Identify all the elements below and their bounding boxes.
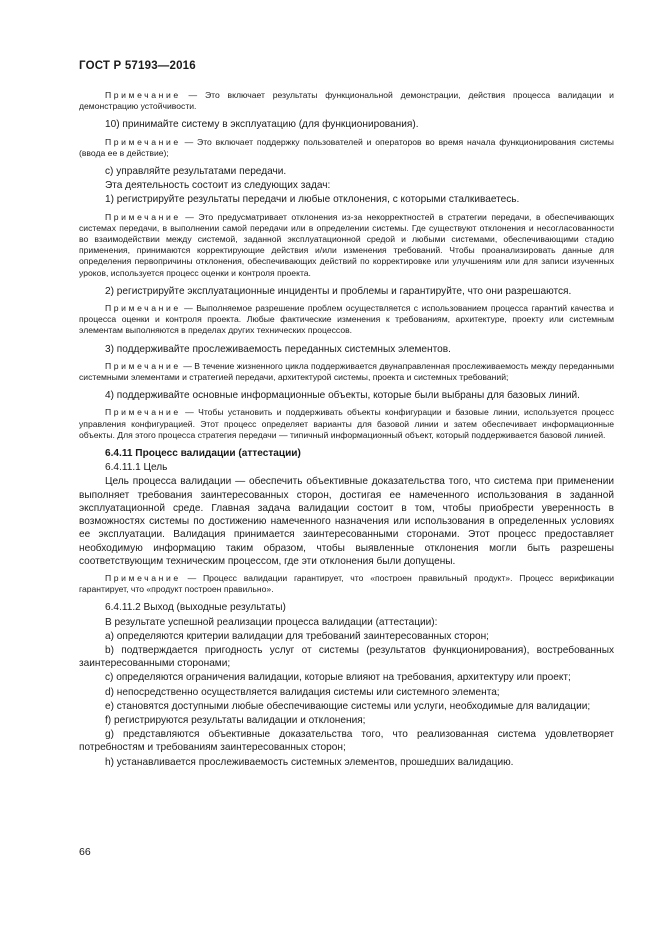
body-paragraph: 1) регистрируйте результаты передачи и любые отклонения, с которыми сталкиваетесь. <box>105 194 520 206</box>
note-label: Примечание <box>105 90 181 100</box>
note-label: Примечание <box>105 211 181 222</box>
subsection-heading: 6.4.11.1 Цель <box>105 462 168 474</box>
body-paragraph: 10) принимайте систему в эксплуатацию (для функционирования). <box>105 119 419 131</box>
note-text: — Выполняемое разрешение проблем осуществляется с использованием процесса гарантий качества и процесса оценки и контроля проекта. Любые фактические изменения к требованиям, архитектуре, проекту или системным элементам выполняются в пределах других технических процессов. <box>79 303 614 336</box>
note-label: Примечание <box>105 136 181 147</box>
list-item: a) определяются критерии валидации для требований заинтересованных сторон; <box>105 630 489 642</box>
body-paragraph: 2) регистрируйте эксплуатационные инциденты и проблемы и гарантируйте, что они разрешаются. <box>105 285 572 297</box>
body-paragraph: В результате успешной реализации процесса валидации (аттестации): <box>105 616 438 628</box>
note-label: Примечание <box>105 572 181 583</box>
note-paragraph <box>79 303 614 337</box>
note-paragraph <box>79 90 614 112</box>
note-label: Примечание <box>105 407 181 418</box>
note-label: Примечание <box>105 303 181 314</box>
list-item: g) представляются объективные доказательства того, что реализованная система удовлетворяет потребностям и требованиям заинтересованных сторон; <box>79 729 614 754</box>
note-text: — Это предусматривает отклонения из-за некорректностей в стратегии передачи, в обеспечивающих системах передачи, в выполнении самой передачи или в определении системы. Где существуют отклонения и несогласованности во взаимодействии между системой, заданной эксплуатационной средой и любыми системами, обеспечивающими стадию применения, принимаются корректирующие действия и/или изменения требований. Чтобы проанализировать данные для определения первопричины отклонения, обеспечивающих действий по корректировке или улучшениям или для записи изученных уроков, используется процесс оценки и контроля проекта. <box>79 211 614 278</box>
note-paragraph <box>79 361 614 383</box>
subsection-heading: 6.4.11.2 Выход (выходные результаты) <box>105 602 286 614</box>
body-paragraph: c) управляйте результатами передачи. <box>105 166 287 178</box>
note-text: — В течение жизненного цикла поддерживается двунаправленная прослеживаемость между переданными системными элементами и стратегией передачи, архитектурой системы, проекта и системных требований; <box>79 360 614 383</box>
note-label: Примечание <box>105 360 181 371</box>
note-paragraph <box>79 212 614 279</box>
list-item: e) становятся доступными любые обеспечивающие системы или услуги, необходимые для валидации; <box>105 700 591 712</box>
note-text: — Процесс валидации гарантирует, что «построен правильный продукт». Процесс верификации гарантирует, что «продукт построен правильно». <box>79 572 614 595</box>
list-item: c) определяются ограничения валидации, которые влияют на требования, архитектуру или проект; <box>105 672 571 684</box>
note-text: — Чтобы установить и поддерживать объекты конфигурации и базовые линии, используется процесс управления конфигурацией. Этот процесс определяет варианты для базовой линии и затем обеспечивает информационные объекты. Для этого процесса стратегия передачи — типичный информационный объект, который поддерживается базовой линией. <box>79 407 614 440</box>
list-item: b) подтверждается пригодность услуг от системы (результатов функционирования), востребованных заинтересованными сторонами; <box>79 644 614 670</box>
section-heading: 6.4.11 Процесс валидации (аттестации) <box>105 448 301 460</box>
list-item: d) непосредственно осуществляется валидация системы или системного элемента; <box>105 686 500 698</box>
note-paragraph <box>79 407 614 441</box>
list-item: f) регистрируются результаты валидации и отклонения; <box>105 714 366 726</box>
note-text: — Это включает результаты функциональной демонстрации, действия процесса валидации и демонстрацию устойчивости. <box>79 90 614 112</box>
body-paragraph: 3) поддерживайте прослеживаемость переданных системных элементов. <box>105 343 451 355</box>
page-number: 66 <box>79 846 91 858</box>
page-content <box>79 90 614 769</box>
note-paragraph <box>79 573 614 595</box>
list-item: h) устанавливается прослеживаемость системных элементов, прошедших валидацию. <box>105 756 514 768</box>
body-paragraph: Эта деятельность состоит из следующих задач: <box>105 180 331 192</box>
standard-code: ГОСТ Р 57193—2016 <box>79 60 196 72</box>
note-text: — Это включает поддержку пользователей и операторов во время начала функционирования системы (ввода ее в действие); <box>79 136 614 158</box>
body-paragraph: Цель процесса валидации — обеспечить объективные доказательства того, что система при применении выполняет требования заинтересованных сторон, достигая ее намеченного использования в заданной эксплуатационной среде. Главная задача валидации состоит в том, чтобы приобрести уверенность в возможностях системы по достижению намеченного назначения или использования в определенных условиях ее эксплуатации. Валидация принимается заинтересованными сторонами. Этот процесс предоставляет необходимую информацию таким образом, чтобы выявленные отклонения могли быть разрешены соответствующим техническим процессом, где эти отклонения были допущены. <box>79 476 614 567</box>
body-paragraph: 4) поддерживайте основные информационные объекты, которые были выбраны для базовых линий. <box>105 390 580 402</box>
note-paragraph <box>79 137 614 159</box>
